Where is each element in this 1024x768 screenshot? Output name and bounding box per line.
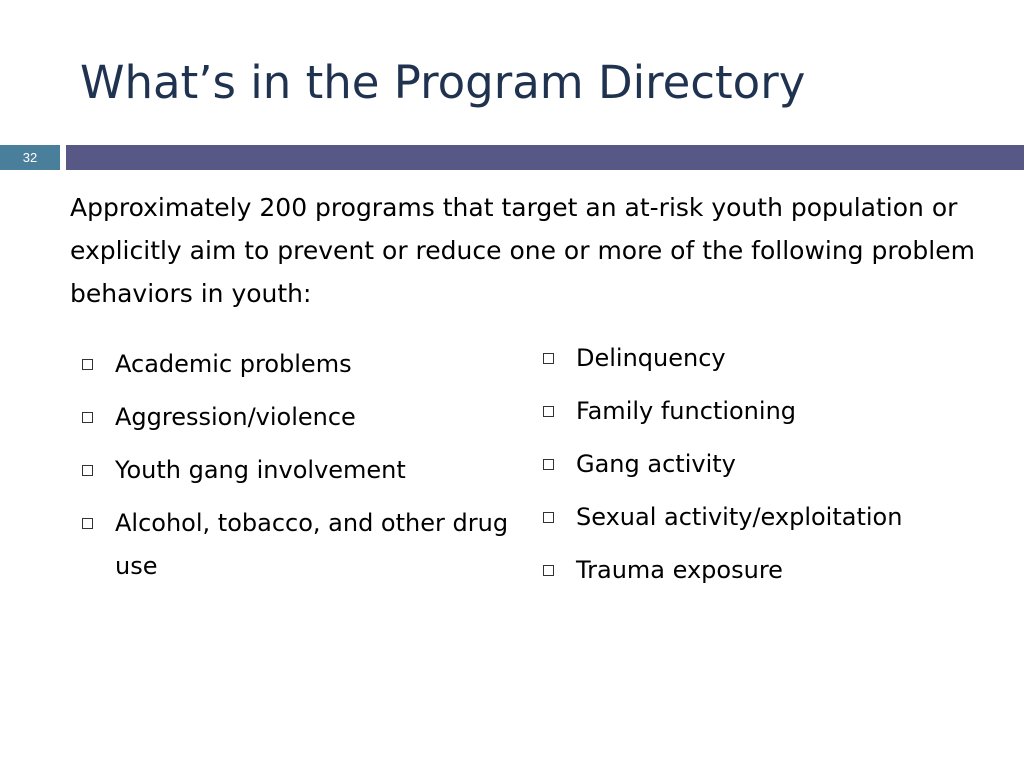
- hollow-square-bullet-icon: [82, 412, 93, 423]
- list-item: [540, 549, 1010, 592]
- list-item: [540, 443, 1010, 486]
- hollow-square-bullet-icon: [543, 406, 554, 417]
- hollow-square-bullet-icon: [82, 359, 93, 370]
- list-item-text: Youth gang involvement: [115, 456, 406, 484]
- hollow-square-bullet-icon: [543, 565, 554, 576]
- problem-behaviors-list-left: [79, 343, 529, 598]
- list-item-text: Academic problems: [115, 350, 352, 378]
- list-item: [540, 496, 1010, 539]
- slide-number: 32: [0, 145, 60, 170]
- list-item-text: Sexual activity/exploitation: [576, 503, 903, 531]
- list-item: [540, 337, 1010, 380]
- problem-behaviors-list-right: [540, 337, 1010, 602]
- list-item-text: Gang activity: [576, 450, 736, 478]
- hollow-square-bullet-icon: [543, 353, 554, 364]
- list-item-text: Aggression/violence: [115, 403, 356, 431]
- list-item-text: Family functioning: [576, 397, 797, 425]
- list-item-text: Delinquency: [576, 344, 726, 372]
- hollow-square-bullet-icon: [82, 518, 93, 529]
- hollow-square-bullet-icon: [543, 512, 554, 523]
- list-item-text: Alcohol, tobacco, and other drug use: [115, 509, 509, 580]
- hollow-square-bullet-icon: [82, 465, 93, 476]
- list-item: [79, 396, 529, 439]
- list-item: [79, 449, 529, 492]
- hollow-square-bullet-icon: [543, 459, 554, 470]
- title-divider-bar: [66, 145, 1024, 170]
- intro-paragraph: Approximately 200 programs that target an at-risk youth population or explicitly aim to prevent or reduce one or more of the following problem behaviors in youth:: [70, 193, 975, 308]
- list-item: [79, 502, 529, 588]
- list-item: [79, 343, 529, 386]
- list-item: [540, 390, 1010, 433]
- list-item-text: Trauma exposure: [576, 556, 783, 584]
- slide-title: What’s in the Program Directory: [80, 56, 806, 109]
